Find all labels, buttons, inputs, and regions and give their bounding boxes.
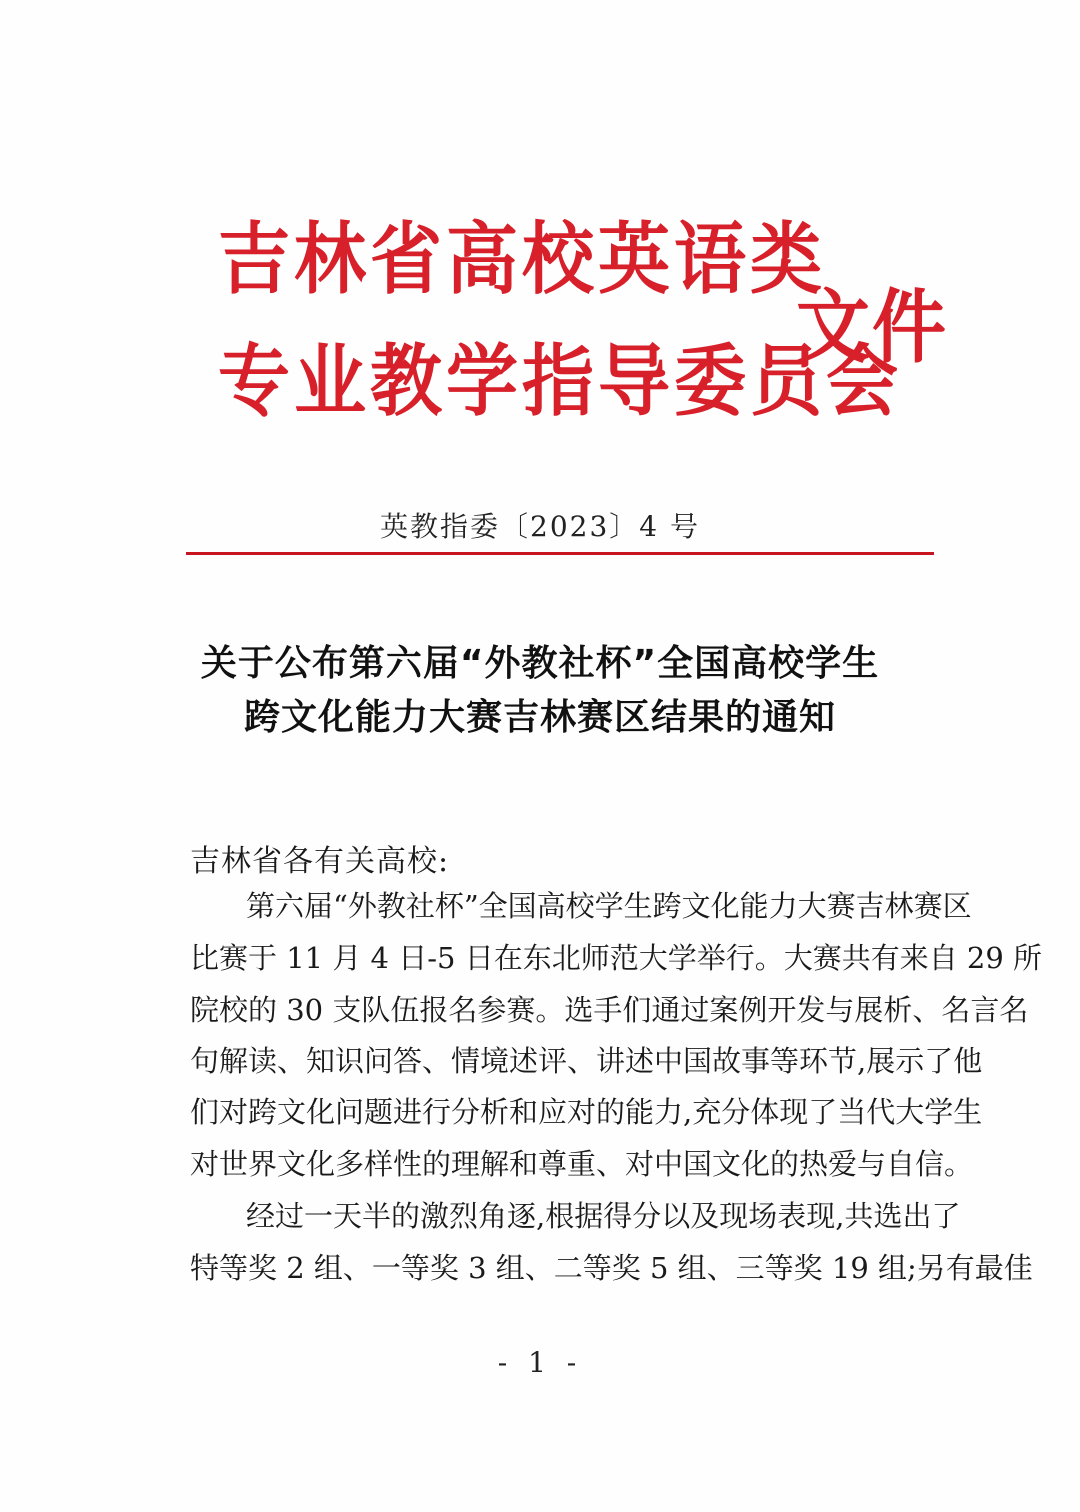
salutation: 吉林省各有关高校: bbox=[190, 844, 450, 879]
body-line: 比赛于 11 月 4 日-5 日在东北师范大学举行。大赛共有来自 29 所 bbox=[190, 941, 1043, 975]
body-line: 第六届“外教社杯”全国高校学生跨文化能力大赛吉林赛区 bbox=[246, 889, 972, 923]
issuer-name-line-2: 专业教学指导委员会 bbox=[218, 335, 903, 427]
body-line: 对世界文化多样性的理解和尊重、对中国文化的热爱与自信。 bbox=[190, 1147, 974, 1181]
notice-title-line-1: 关于公布第六届“外教社杯”全国高校学生 bbox=[200, 643, 880, 684]
body-line: 特等奖 2 组、一等奖 3 组、二等奖 5 组、三等奖 19 组;另有最佳 bbox=[190, 1251, 1033, 1285]
issuer-name-line-1: 吉林省高校英语类 bbox=[218, 213, 827, 305]
issuer-header bbox=[218, 210, 948, 450]
document-number: 英教指委〔2023〕4 号 bbox=[380, 510, 700, 543]
body-line: 院校的 30 支队伍报名参赛。选手们通过案例开发与展析、名言名 bbox=[190, 993, 1029, 1027]
page-number: - 1 - bbox=[497, 1346, 583, 1379]
body-line: 句解读、知识问答、情境述评、讲述中国故事等环节,展示了他 bbox=[190, 1044, 983, 1078]
notice-title-line-2: 跨文化能力大赛吉林赛区结果的通知 bbox=[243, 697, 836, 738]
issuer-document-suffix: 文件 bbox=[796, 281, 948, 375]
red-divider-line bbox=[186, 552, 934, 555]
body-line: 经过一天半的激烈角逐,根据得分以及现场表现,共选出了 bbox=[246, 1199, 961, 1233]
body-line: 们对跨文化问题进行分析和应对的能力,充分体现了当代大学生 bbox=[190, 1095, 983, 1129]
